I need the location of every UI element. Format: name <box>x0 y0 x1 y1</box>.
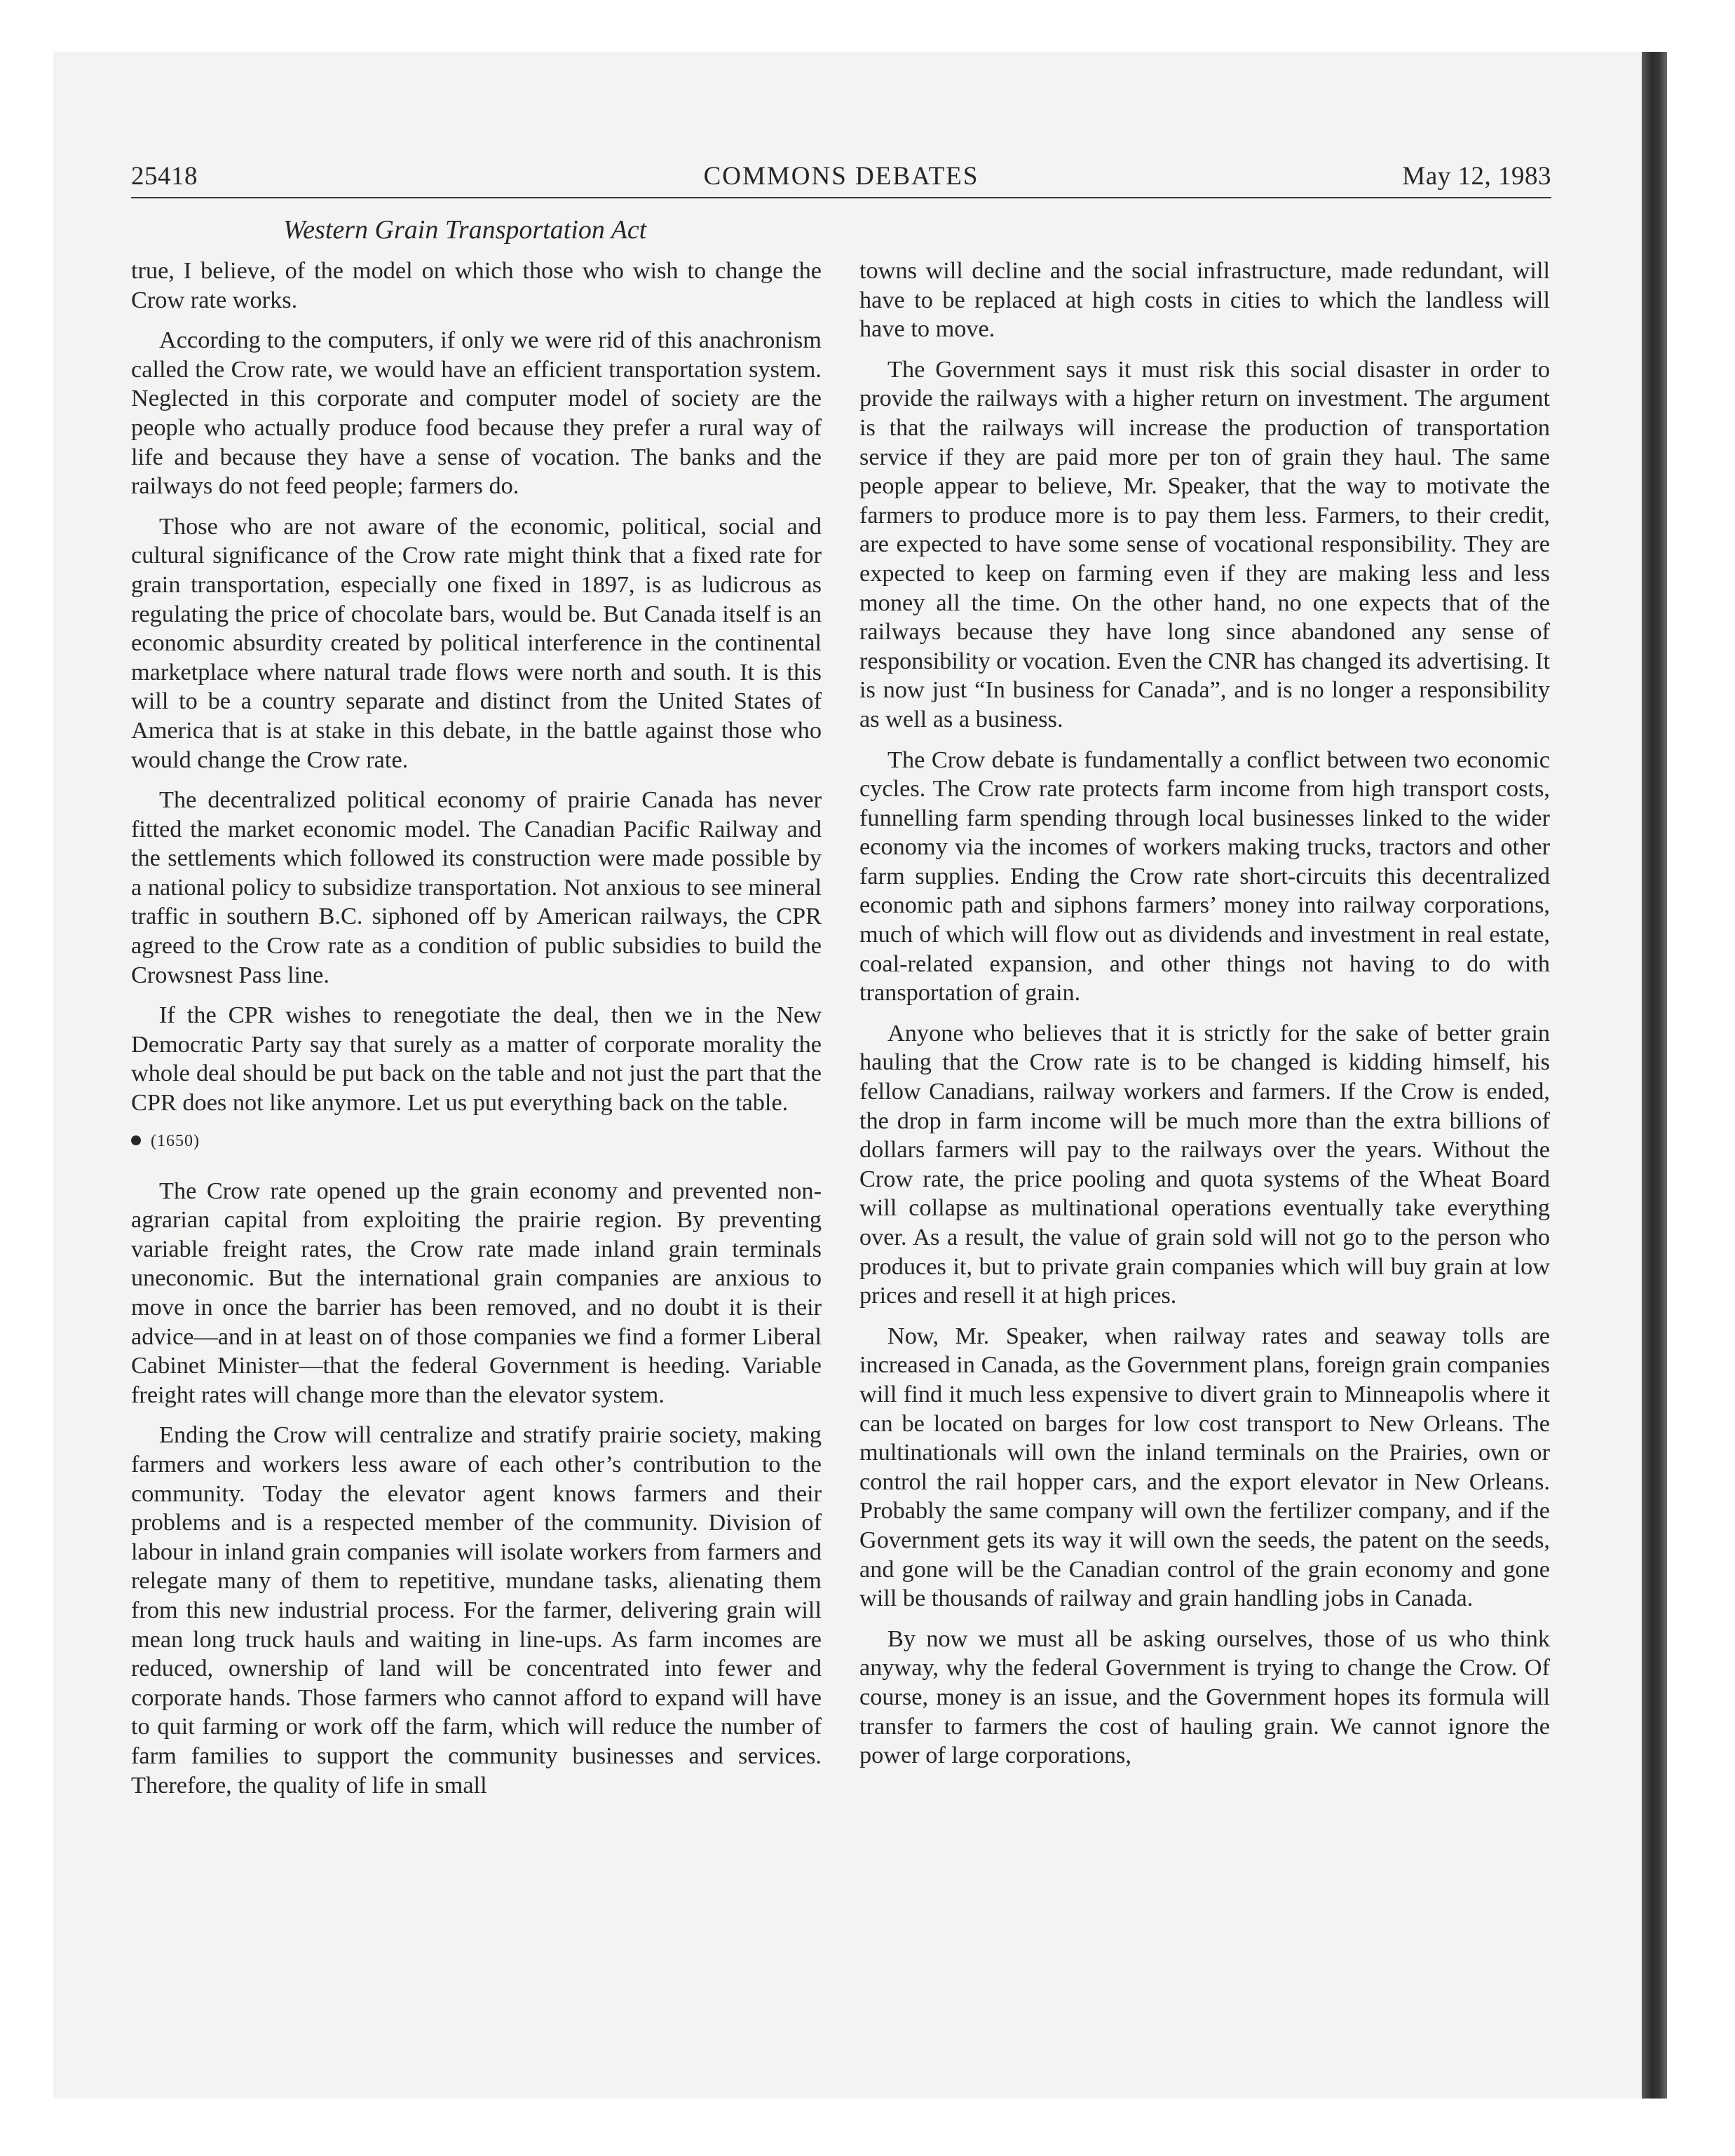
paragraph: Now, Mr. Speaker, when railway rates and seaway tolls are increased in Canada, as the Government plans, foreign grain companies will find it much less expensive to divert grain to Minneapolis where it can be located on barges for low cost transport to New Orleans. The multinationals will own the inland terminals on the Prairies, own or control the rail hopper cars, and the export elevator in New Orleans. Probably the same company will own the fertilizer company, and if the Government gets its way it will own the seeds, the patent on the seeds, and gone will be the Canadian control of the grain economy and gone will be thousands of railway and grain handling jobs in Canada. <box>859 1322 1550 1612</box>
page-number: 25418 <box>131 162 198 191</box>
debate-date: May 12, 1983 <box>1402 162 1551 191</box>
paragraph: true, I believe, of the model on which those who wish to change the Crow rate works. <box>131 257 822 313</box>
publication-title: COMMONS DEBATES <box>703 162 979 191</box>
paragraph: Those who are not aware of the economic, political, social and cultural significance of the Crow rate might think that a fixed rate for grain transportation, especially one fixed in 1897, is as ludicrous as regulating the price of chocolate bars, would be. But Canada itself is an economic absurdity created by political interference in the continental marketplace where natural trade flows were north and south. It is this will to be a country separate and distinct from the United States of America that is at stake in this debate, in the battle against those who would change the Crow rate. <box>131 512 822 773</box>
paragraph: The Crow debate is fundamentally a conflict between two economic cycles. The Crow rate protects farm income from high transport costs, funnelling farm spending through local businesses linked to the wider economy via the incomes of workers making trucks, tractors and other farm supplies. Ending the Crow rate short-circuits this decentralized economic path and siphons farmers’ money into railway corporations, much of which will flow out as dividends and investment in real estate, coal-related expansion, and other things not having to do with transportation of grain. <box>859 746 1550 1007</box>
paragraph: If the CPR wishes to renegotiate the deal, then we in the New Democratic Party say that surely as a matter of corporate morality the whole deal should be put back on the table and not just the part that the CPR does not like anymore. Let us put everything back on the table. <box>131 1002 822 1117</box>
paragraph: The Government says it must risk this social disaster in order to provide the railways with a higher return on investment. The argument is that the railways will increase the production of transportation service if they are paid more per ton of grain they haul. The same people appear to believe, Mr. Speaker, that the way to motivate the farmers to produce more is to pay them less. Farmers, to their credit, are expected to have some sense of vocational responsibility. They are expected to keep on farming even if they are making less and less money all the time. On the other hand, no one expects that of the railways because they have long since abandoned any sense of responsibility or vocation. Even the CNR has changed its advertising. It is now just “In business for Canada”, and is no longer a responsibility as well as a business. <box>859 355 1550 732</box>
paragraph: towns will decline and the social infrastructure, made redundant, will have to be replaced at high costs in cities to which the landless will have to move. <box>859 257 1550 343</box>
paragraph: Anyone who believes that it is strictly for the sake of better grain hauling that the Crow rate is to be changed is kidding himself, his fellow Canadians, railway workers and farmers. If the Crow is ended, the drop in farm income will be much more than the extra billions of dollars farmers will pay to the railways over the years. Without the Crow rate, the price pooling and quota systems of the Wheat Board will collapse as multinational operations eventually take everything over. As a result, the value of grain sold will not go to the person who produces it, but to private grain companies which will buy grain at low prices and resell it at high prices. <box>859 1019 1550 1309</box>
time-marker-label: (1650) <box>151 1131 200 1150</box>
paragraph: The decentralized political economy of prairie Canada has never fitted the market economic model. The Canadian Pacific Railway and the settlements which followed its construction were made possible by a national policy to subsidize transportation. Not anxious to see mineral traffic in southern B.C. siphoned off by American railways, the CPR agreed to the Crow rate as a condition of public subsidies to build the Crowsnest Pass line. <box>131 786 822 988</box>
time-marker <box>131 1129 822 1153</box>
section-title: Western Grain Transportation Act <box>283 215 647 245</box>
paragraph: Ending the Crow will centralize and stratify prairie society, making farmers and workers less aware of each other’s contribution to the community. Today the elevator agent knows farmers and their problems and is a respected member of the community. Division of labour in inland grain companies will isolate workers from farmers and relegate many of them to repetitive, mundane tasks, alienating them from this new industrial process. For the farmer, delivering grain will mean long truck hauls and waiting in line-ups. As farm incomes are reduced, ownership of land will be concentrated into fewer and corporate hands. Those farmers who cannot afford to expand will have to quit farming or work off the farm, which will reduce the number of farm families to support the community businesses and services. Therefore, the quality of life in small <box>131 1421 822 1799</box>
paragraph: By now we must all be asking ourselves, those of us who think anyway, why the federal Government is trying to change the Crow. Of course, money is an issue, and the Government hopes its formula will transfer to farmers the cost of hauling grain. We cannot ignore the power of large corporations, <box>859 1625 1550 1769</box>
page-binding-edge <box>1642 52 1667 2099</box>
header-rule <box>131 197 1551 198</box>
right-column <box>859 257 1550 1782</box>
left-column <box>131 257 822 1811</box>
paragraph: According to the computers, if only we were rid of this anachronism called the Crow rate, we would have an efficient transportation system. Neglected in this corporate and computer model of society are the people who actually produce food because they prefer a rural way of life and because they have a sense of vocation. The banks and the railways do not feed people; farmers do. <box>131 327 822 500</box>
running-head <box>131 158 1551 198</box>
paragraph: The Crow rate opened up the grain economy and prevented non-agrarian capital from exploiting the prairie region. By preventing variable freight rates, the Crow rate made inland grain terminals uneconomic. But the international grain companies are anxious to move in once the barrier has been removed, and no doubt it is their advice—and in at least on of those companies we find a former Liberal Cabinet Minister—that the federal Government is heeding. Variable freight rates will change more than the elevator system. <box>131 1177 822 1408</box>
bullet-icon <box>131 1135 141 1145</box>
